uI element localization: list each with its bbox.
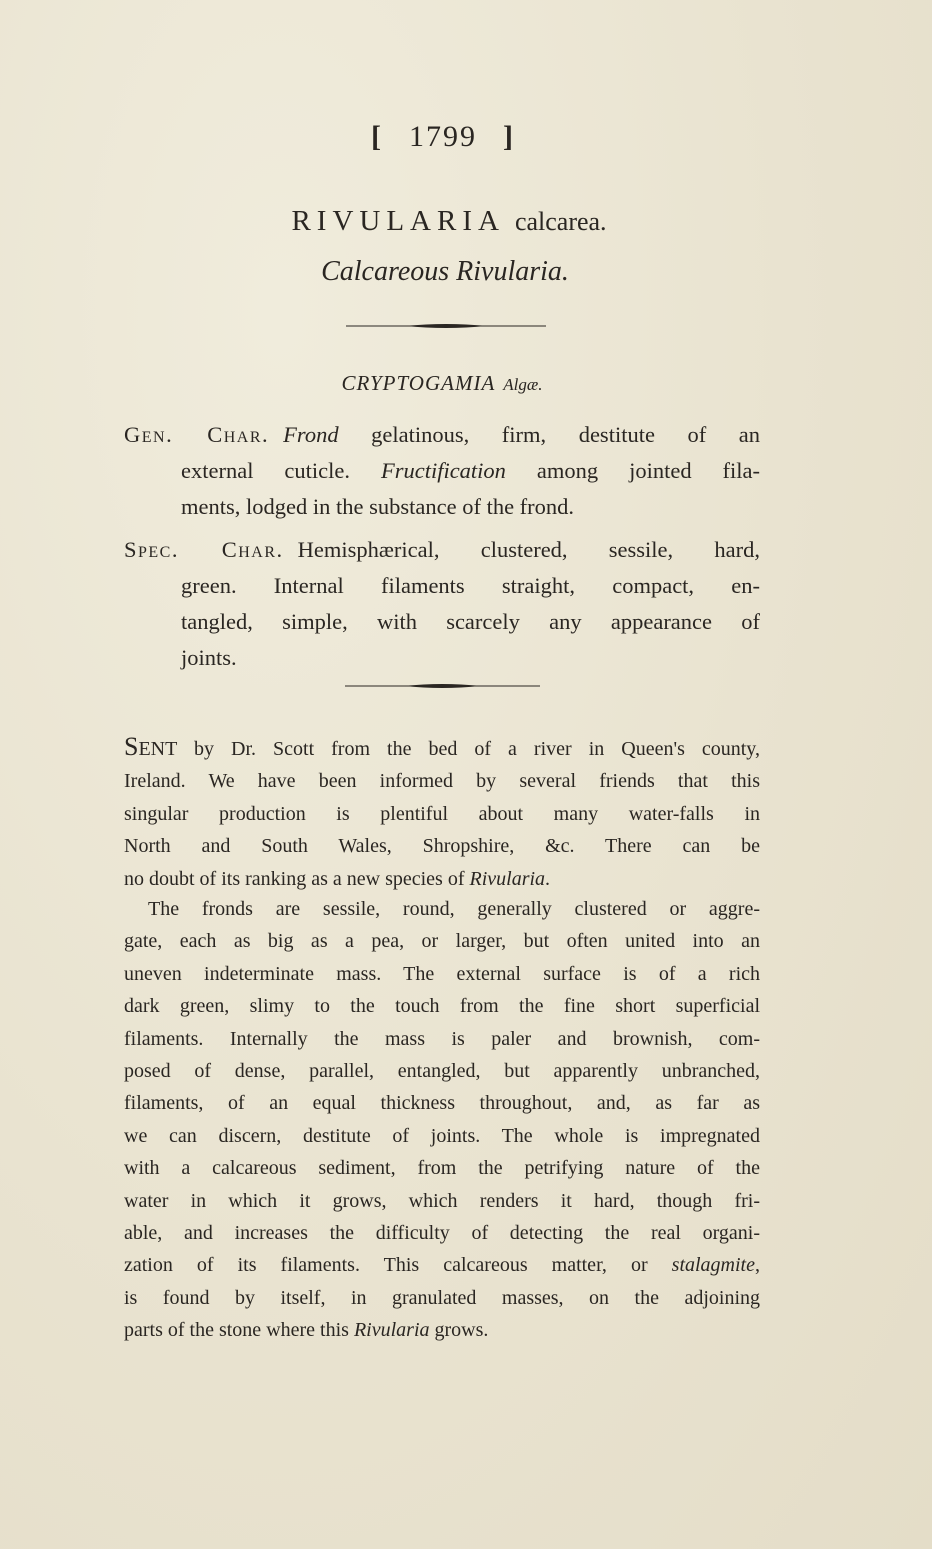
- text-line: Ireland. We have been informed by several friends that this: [124, 770, 760, 793]
- spec-char-line: joints.: [181, 645, 237, 670]
- gen-char-label: Gen. Char.: [124, 422, 270, 447]
- order-name: Algæ.: [503, 375, 543, 394]
- species-epithet: calcarea.: [514, 207, 607, 236]
- genus-name: RIVULARIA: [291, 205, 505, 237]
- gen-char-line: ments, lodged in the substance of the frond.: [181, 494, 575, 519]
- generic-character: [124, 417, 760, 525]
- text-line: SENT by Dr. Scott from the bed of a river in Queen's county,: [124, 732, 760, 761]
- description-paragraph: [124, 893, 760, 1347]
- class-name: CRYPTOGAMIA: [341, 371, 496, 395]
- page-number-value: 1799: [409, 120, 477, 153]
- text-line: filaments. Internally the mass is paler and brownish, com-: [124, 1027, 760, 1050]
- gen-char-line: Gen. Char. Frond gelatinous, firm, destitute of an: [124, 422, 760, 447]
- text-line: we can discern, destitute of joints. The whole is impregnated: [124, 1124, 760, 1147]
- page-number: [0, 120, 886, 154]
- text-line: uneven indeterminate mass. The external surface is of a rich: [124, 962, 760, 985]
- text-line: no doubt of its ranking as a new species of Rivularia.: [124, 867, 551, 890]
- text-line: able, and increases the difficulty of detecting the real organi-: [124, 1222, 760, 1245]
- spec-char-line: green. Internal filaments straight, compact, en-: [181, 573, 760, 598]
- text-line: filaments, of an equal thickness throughout, and, as far as: [124, 1092, 760, 1115]
- text-line: parts of the stone where this Rivularia grows.: [124, 1319, 489, 1342]
- term-rivularia: Rivularia: [469, 867, 546, 890]
- spec-char-label: Spec. Char.: [124, 537, 284, 562]
- description-paragraph: [124, 731, 760, 895]
- text-line: is found by itself, in granulated masses, on the adjoining: [124, 1286, 760, 1309]
- ornamental-rule: [345, 681, 540, 691]
- text-line: water in which it grows, which renders it hard, though fri-: [124, 1189, 760, 1212]
- gen-char-line: external cuticle. Fructification among jointed fila-: [181, 458, 760, 483]
- text-line: singular production is plentiful about many water-falls in: [124, 802, 760, 825]
- text-line: with a calcareous sediment, from the petrifying nature of the: [124, 1157, 760, 1180]
- text-line: North and South Wales, Shropshire, &c. There can be: [124, 835, 760, 858]
- term-stalagmite: stalagmite: [671, 1254, 755, 1277]
- text-line: The fronds are sessile, round, generally clustered or aggre-: [148, 898, 760, 920]
- text-line: posed of dense, parallel, entangled, but apparently unbranched,: [124, 1060, 760, 1083]
- text-line: zation of its filaments. This calcareous matter, or stalagmite,: [124, 1254, 760, 1277]
- spec-char-line: tangled, simple, with scarcely any appearance of: [181, 609, 760, 634]
- text-line: dark green, slimy to the touch from the fine short superficial: [124, 995, 760, 1018]
- drop-initial: S: [124, 732, 139, 761]
- term-fructification: Fructification: [380, 458, 506, 483]
- term-rivularia: Rivularia: [353, 1319, 430, 1342]
- ornamental-rule: [346, 321, 546, 331]
- classification: [0, 371, 884, 396]
- text-line: gate, each as big as a pea, or larger, but often united into an: [124, 930, 760, 953]
- term-frond: Frond: [283, 422, 339, 447]
- close-bracket: ]: [503, 120, 515, 153]
- species-title: [0, 205, 898, 238]
- spec-char-line: Spec. Char. Hemisphærical, clustered, sessile, hard,: [124, 537, 760, 562]
- common-name: Calcareous Rivularia.: [321, 256, 569, 287]
- open-bracket: [: [371, 120, 383, 153]
- specific-character: [124, 532, 760, 676]
